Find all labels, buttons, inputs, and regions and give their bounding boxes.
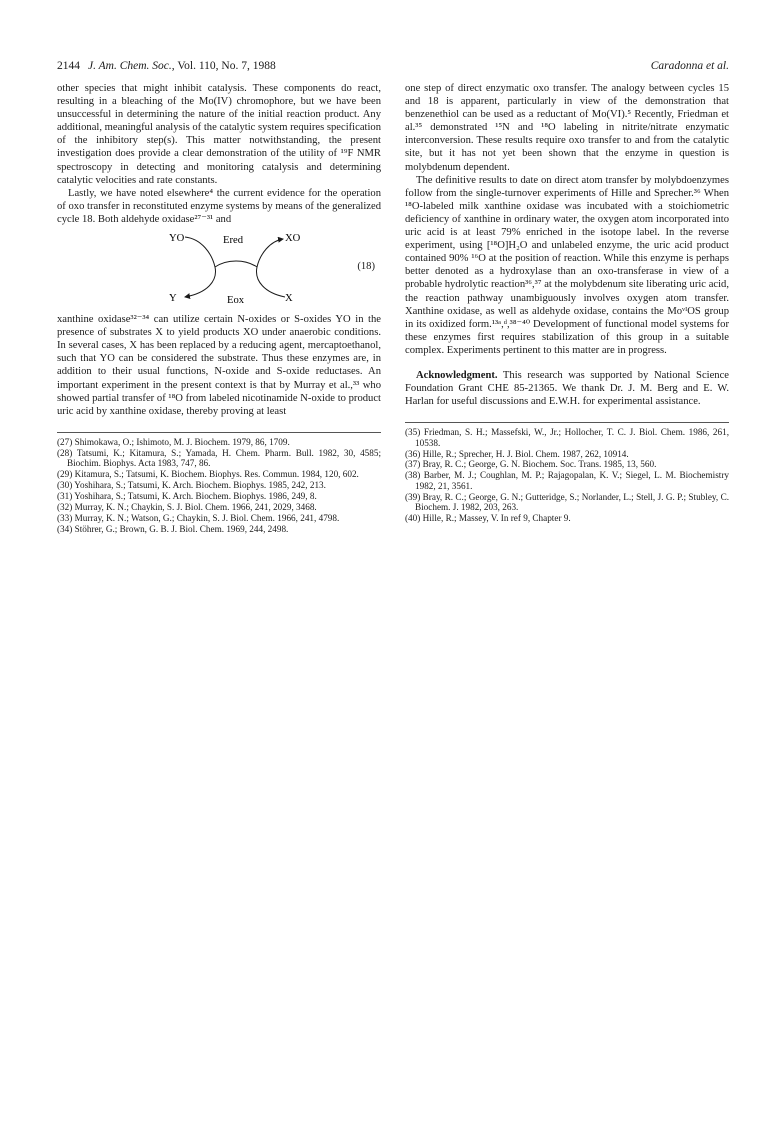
- label-x: X: [285, 293, 293, 305]
- left-paragraph-3: xanthine oxidase³²⁻³⁴ can utilize certain N-oxides or S-oxides YO in the presence of substrates X to yield products XO under anaerobic conditions. In several cases, X has been replaced by a reducing agent, mercaptoethanol, such that YO can be considered the substrate. Thus these enzymes are, in addition to their usual functions, N-oxide and S-oxide reductases. An important experiment in the present context is that by Murray et al.,³³ who showed partial transfer of ¹⁸O from labeled nicotinamide N-oxide to product uric acid by xanthine oxidase, thereby proving at least: [57, 314, 381, 417]
- acknowledgment: [405, 369, 729, 408]
- reference-39: (39) Bray, R. C.; George, G. N.; Gutteridge, S.; Norlander, L.; Stell, J. G. P.; Stubley, C. Biochem. J. 1982, 203, 263.: [405, 491, 729, 513]
- reference-37: (37) Bray, R. C.; George, G. N. Biochem. Soc. Trans. 1985, 13, 560.: [405, 459, 657, 470]
- reference-33: (33) Murray, K. N.; Watson, G.; Chaykin, S. J. Biol. Chem. 1966, 241, 4798.: [57, 512, 340, 523]
- reference-31: (31) Yoshihara, S.; Tatsumi, K. Arch. Biochem. Biophys. 1986, 249, 8.: [57, 490, 317, 501]
- journal-name: J. Am. Chem. Soc.,: [88, 60, 175, 72]
- right-column: [405, 82, 729, 524]
- label-eox: Eox: [227, 295, 245, 307]
- arrow-right-arc: [257, 239, 285, 297]
- reference-36: (36) Hille, R.; Sprecher, H. J. Biol. Chem. 1987, 262, 10914.: [405, 448, 629, 459]
- left-references: [57, 432, 381, 534]
- reference-28: (28) Tatsumi, K.; Kitamura, S.; Yamada, H. Chem. Pharm. Bull. 1982, 30, 4585; Biochim. Biophys. Acta 1983, 747, 86.: [57, 447, 381, 469]
- right-paragraph-2: The definitive results to date on direct atom transfer by molybdoenzymes follow from the single-turnover experiments of Hille and Sprecher.³⁶ When ¹⁸O-labeled milk xanthine oxidase was incubated with a stoichiometric deficiency of xanthine in ordinary water, the oxygen atom incorporated into uric acid is at least 79% enriched in the isotope label. In the reverse experiment, using [¹⁸O]H₂O and unlabeled enzyme, the uric acid product contained 90% ¹⁶O at the position of reaction. While this enzyme is perhaps better denoted as a hydroxylase than an oxo-transferase in view of a probable hydrolytic reaction³⁶,³⁷ at the molybdenum site liberating uric acid, the reaction pathway unambiguously involves oxygen atom transfer. Xanthine oxidase, as well as aldehyde oxidase, contains the MoᵛᴵOS group in its oxidized form.¹³ᵃ,ᵈ,³⁸⁻⁴⁰ Development of functional model systems for these enzymes first requires stabilization of this group in a suitable complex. Experiments pertinent to this matter are in progress.: [405, 174, 729, 356]
- reference-30: (30) Yoshihara, S.; Tatsumi, K. Arch. Biochem. Biophys. 1985, 242, 213.: [57, 479, 326, 490]
- left-paragraph-2: Lastly, we have noted elsewhere⁴ the current evidence for the operation of oxo transfer in reconstituted enzyme systems by means of the generalized cycle 18. Both aldehyde oxidase²⁷⁻³¹ and: [57, 187, 381, 225]
- reference-29: (29) Kitamura, S.; Tatsumi, K. Biochem. Biophys. Res. Commun. 1984, 120, 602.: [57, 469, 359, 479]
- reference-40: (40) Hille, R.; Massey, V. In ref 9, Chapter 9.: [405, 513, 571, 523]
- acknowledgment-heading: Acknowledgment.: [416, 369, 498, 381]
- arrow-left-arc: [185, 237, 215, 297]
- cycle-18-equation: [57, 229, 381, 309]
- arrow-bridge: [215, 261, 257, 267]
- acknowledgment-body: This research was supported by National Science Foundation Grant CHE 85-21365. We thank Dr. J. M. Berg and E. W. Harlan for useful discussions and E.W.H. for experimental assistance.: [405, 369, 729, 408]
- running-header: [57, 60, 729, 76]
- left-column: [57, 82, 381, 534]
- label-xo: XO: [285, 233, 301, 245]
- equation-number: (18): [357, 261, 375, 273]
- reference-38: (38) Barber, M. J.; Coughlan, M. P.; Rajagopalan, K. V.; Siegel, L. M. Biochemistry 1982, 21, 3561.: [405, 470, 729, 491]
- right-references: [405, 422, 729, 523]
- left-paragraph-1: other species that might inhibit catalysis. These components do react, resulting in a bleaching of the Mo(IV) chromophore, but we have been unsuccessful in determining the nature of the initial reaction product. Any additional, meaningful analysis of the catalytic system requires specification of the inhibitory step(s). This matter notwithstanding, the present investigation does provide a clear demonstration of the utility of ¹⁹F NMR spectroscopy in detecting and monitoring catalysis and determining catalytic velocities and rate constants.: [57, 83, 381, 186]
- label-yo: YO: [169, 233, 185, 245]
- header-authors: Caradonna et al.: [650, 60, 729, 72]
- reference-34: (34) Stöhrer, G.; Brown, G. B. J. Biol. Chem. 1969, 244, 2498.: [57, 523, 289, 534]
- journal-volume: Vol. 110, No. 7, 1988: [177, 60, 276, 72]
- page-number: 2144: [57, 60, 80, 72]
- cycle-diagram: [57, 229, 381, 309]
- reference-35: (35) Friedman, S. H.; Massefski, W., Jr.; Hollocher, T. C. J. Biol. Chem. 1986, 261, 10538.: [405, 427, 729, 448]
- label-ered: Ered: [223, 235, 243, 247]
- right-paragraph-1: one step of direct enzymatic oxo transfer. The analogy between cycles 15 and 18 is apparent, particularly in view of the demonstration that benzenethiol can be used as a reductant of Mo(VI).⁵ Recently, Friedman et al.³⁵ demonstrated ¹⁵N and ¹⁸O labeling in nitrite/nitrate enzymatic interconversion. These results require oxo transfer to and from the catalytic site, but it has not yet been shown that the enzyme in question is molybdenum dependent.: [405, 83, 729, 173]
- reference-32: (32) Murray, K. N.; Chaykin, S. J. Biol. Chem. 1966, 241, 2029, 3468.: [57, 501, 317, 512]
- header-left: [57, 60, 276, 72]
- reference-27: (27) Shimokawa, O.; Ishimoto, M. J. Biochem. 1979, 86, 1709.: [57, 436, 290, 447]
- label-y: Y: [169, 293, 177, 305]
